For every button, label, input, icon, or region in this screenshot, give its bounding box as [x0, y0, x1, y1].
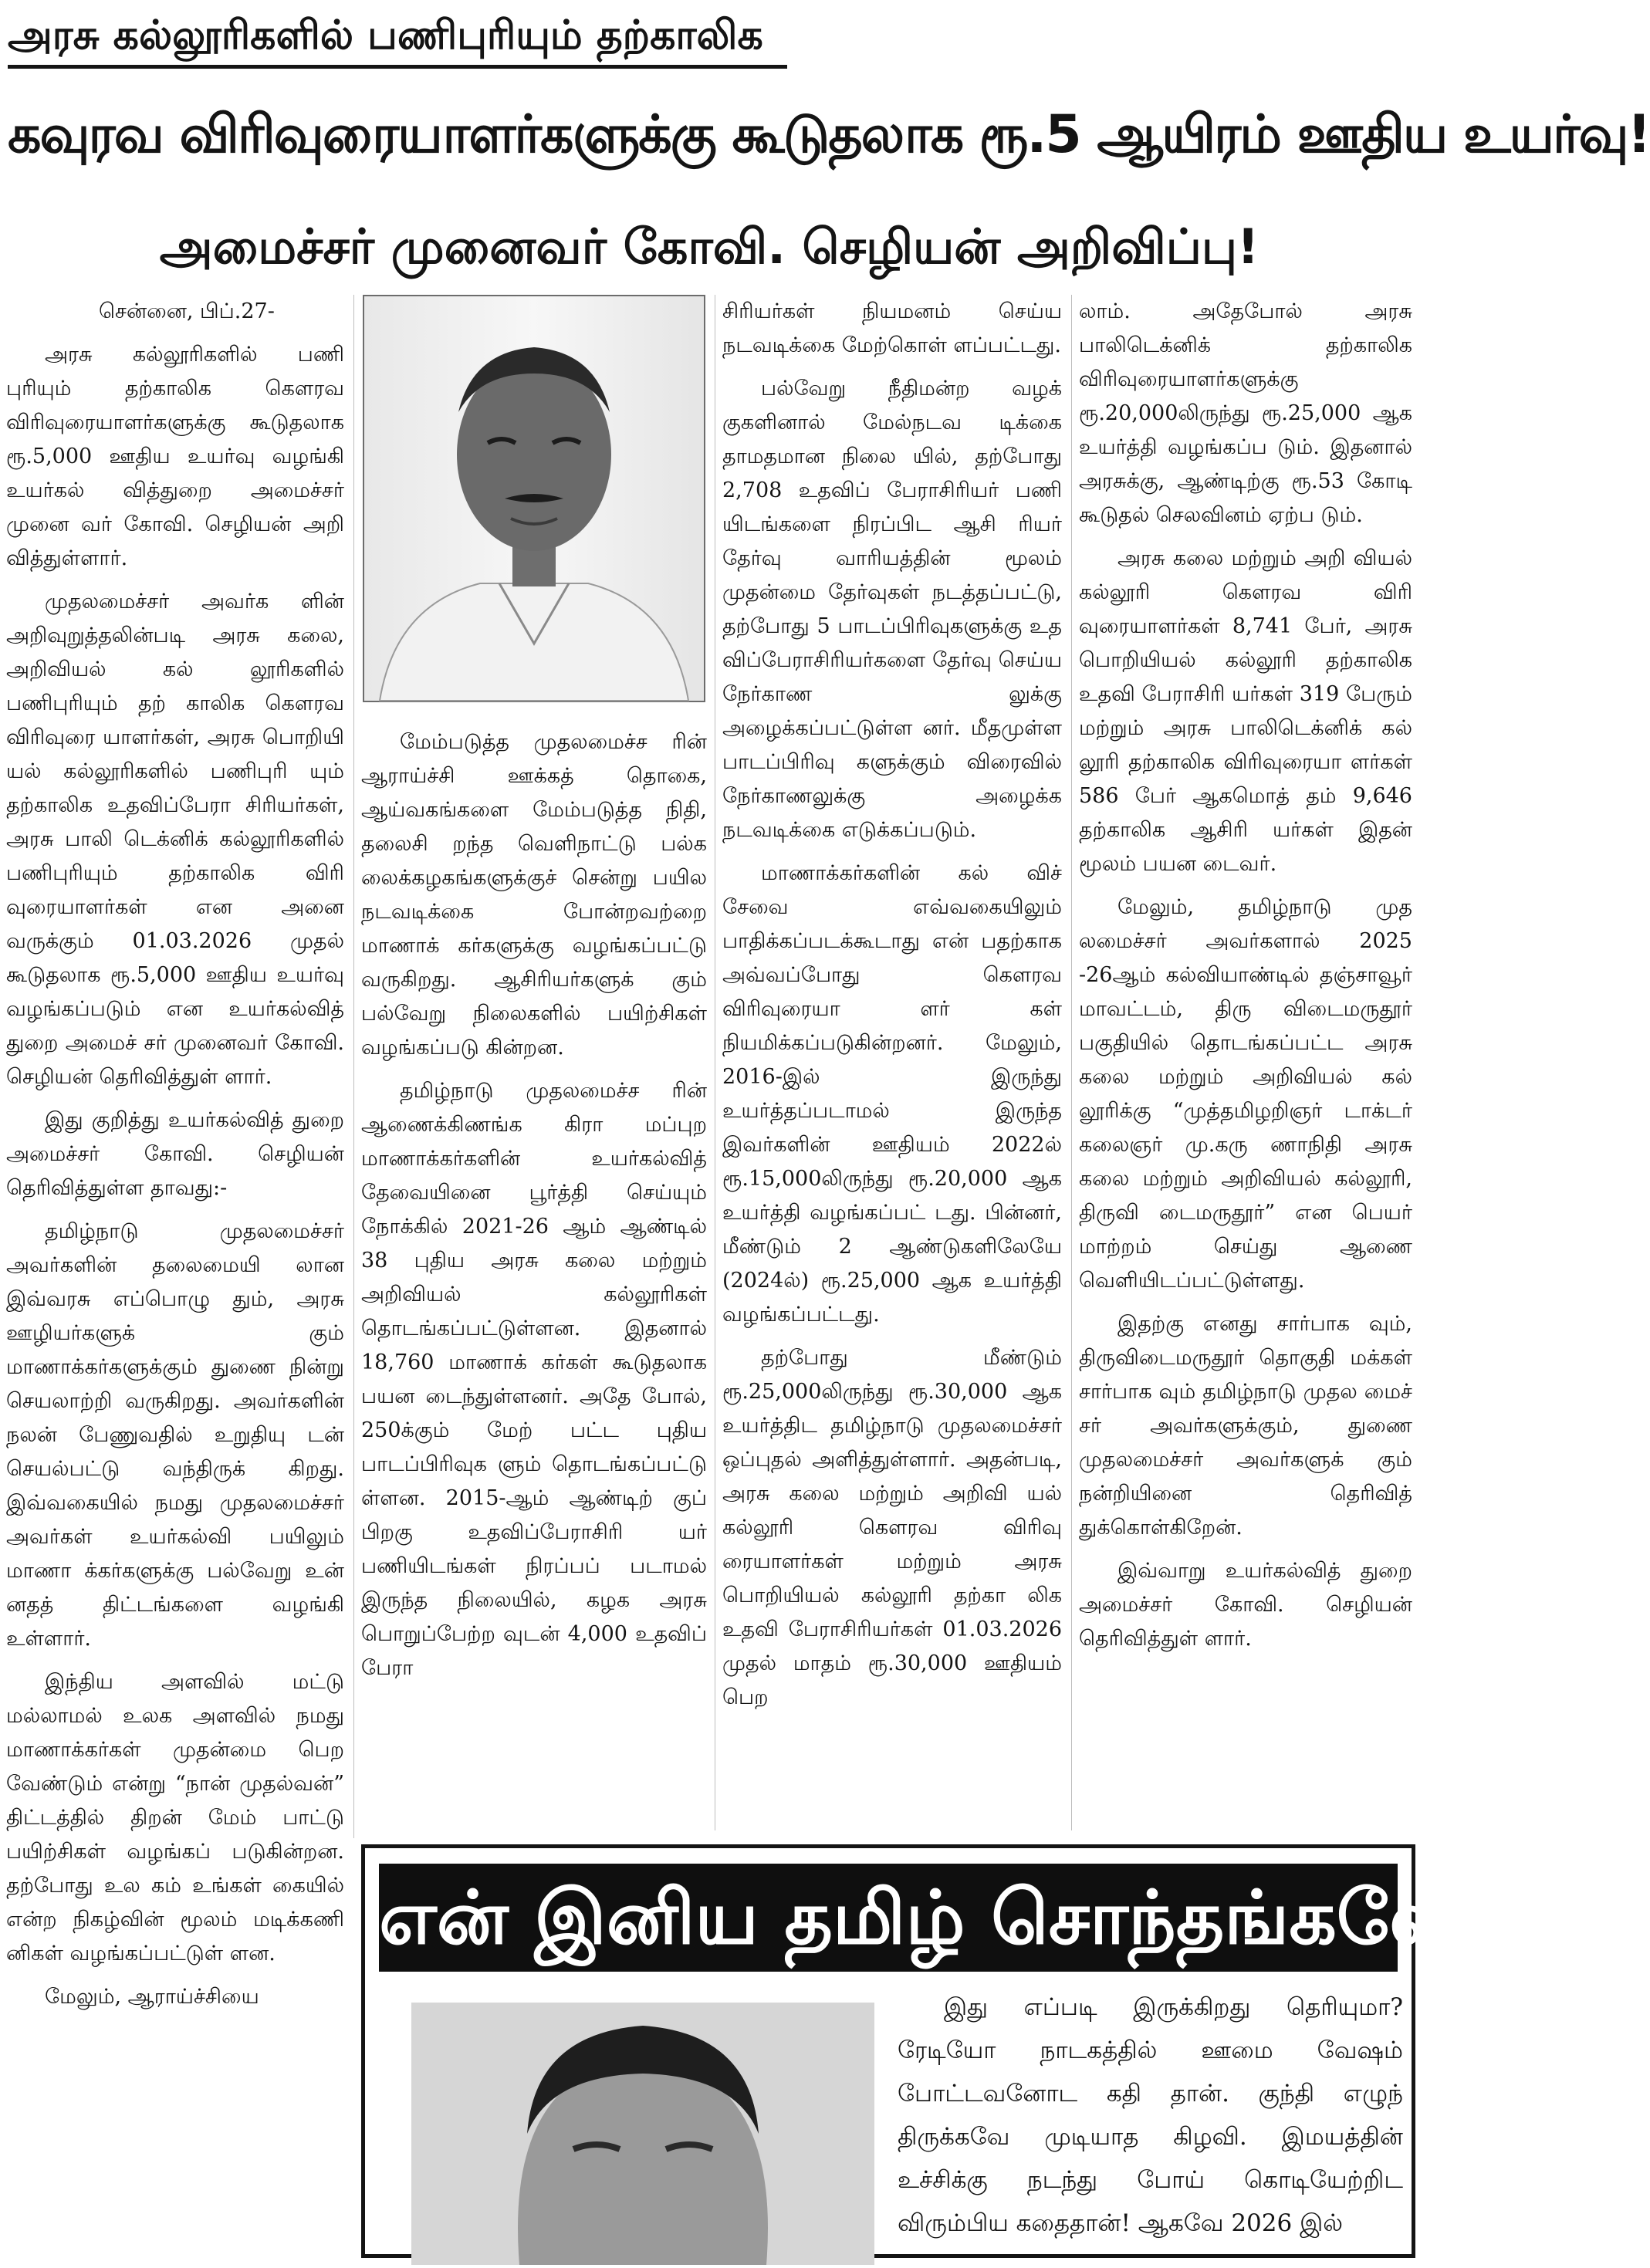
portrait-icon: [411, 2003, 874, 2265]
article-subhead: அமைச்சர் முனைவர் கோவி. செழியன் அறிவிப்பு!: [159, 218, 1259, 275]
column-divider: [1071, 295, 1072, 1830]
column-divider: [353, 295, 354, 1838]
paragraph: மேம்படுத்த முதலமைச்ச ரின் ஆராய்ச்சி ஊக்கத் தொகை, ஆய்வகங்களை மேம்படுத்த நிதி, தலைசி றந்த வெளிநாட்டு பல்க லைக்கழகங்களுக்குச் சென்று பயில நடவடிக்கை போன்றவற்றை மாணாக் கர்களுக்கு வழங்கப்பட்டு வருகிறது. ஆசிரியர்களுக் கும் பல்வேறு நிலைகளில் பயிற்சிகள் வழங்கப்படு கின்றன.: [361, 730, 707, 1060]
paragraph: இவ்வாறு உயர்கல்வித் துறை அமைச்சர் கோவி. செழியன் தெரிவித்துள் ளார்.: [1079, 1559, 1412, 1651]
ad-text: [898, 1986, 1403, 2263]
ad-photo: [411, 2003, 874, 2265]
paragraph: இது குறித்து உயர்கல்வித் துறை அமைச்சர் கோவி. செழியன் தெரிவித்துள்ள தாவது:-: [6, 1108, 344, 1200]
paragraph: மேலும், தமிழ்நாடு முத லமைச்சர் அவர்களால் 2025 -26ஆம் கல்வியாண்டில் தஞ்சாவூர் மாவட்டம், திரு விடைமருதூர் பகுதியில் தொடங்கப்பட்ட அரசு கலை மற்றும் அறிவியல் கல் லூரிக்கு “முத்தமிழறிஞர் டாக்டர் கலைஞர் மு.கரு ணாநிதி அரசு கலை மற்றும் அறிவியல் கல்லூரி, திருவி டைமருதூர்” என பெயர் மாற்றம் செய்து ஆணை வெளியிடப்பட்டுள்ளது.: [1079, 895, 1412, 1293]
paragraph: மாணாக்கர்களின் கல் விச் சேவை எவ்வகையிலும் பாதிக்கப்படக்கூடாது என் பதற்காக அவ்வப்போது கௌரவ விரிவுரையா ளர் கள் நியமிக்கப்படுகின்றனர். மேலும், 2016-இல் இருந்து உயர்த்தப்படாமல் இருந்த இவர்களின் ஊதியம் 2022ல் ரூ.15,000லிருந்து ரூ.20,000 ஆக உயர்த்தி வழங்கப்பட் டது. பின்னர், மீண்டும் 2 ஆண்டுகளிலேயே (2024ல்) ரூ.25,000 ஆக உயர்த்தி வழங்கப்பட்டது.: [722, 861, 1062, 1327]
article-kicker: அரசு கல்லூரிகளில் பணிபுரியும் தற்காலிக: [8, 6, 787, 69]
paragraph: தமிழ்நாடு முதலமைச்ச ரின் ஆணைக்கிணங்க கிரா மப்புற மாணாக்கர்களின் உயர்கல்வித் தேவையினை பூர்த்தி செய்யும் நோக்கில் 2021-26 ஆம் ஆண்டில் 38 புதிய அரசு கலை மற்றும் அறிவியல் கல்லூரிகள் தொடங்கப்பட்டுள்ளன. இதனால் 18,760 மாணாக் கர்கள் கூடுதலாக பயன டைந்துள்ளனர். அதே போல், 250க்கும் மேற் பட்ட புதிய பாடப்பிரிவுக ளும் தொடங்கப்பட்டு ள்ளன. 2015-ஆம் ஆண்டிற் குப் பிறகு உதவிப்பேராசிரி யர் பணியிடங்கள் நிரப்பப் படாமல் இருந்த நிலையில், கழக அரசு பொறுப்பேற்ற வுடன் 4,000 உதவிப் பேரா: [361, 1079, 707, 1680]
paragraph: இதற்கு எனது சார்பாக வும், திருவிடைமருதூர் தொகுதி மக்கள் சார்பாக வும் தமிழ்நாடு முதல மைச் சர் அவர்களுக்கும், துணை முதலமைச்சர் அவர்களுக் கும் நன்றியினை தெரிவித் துக்கொள்கிறேன்.: [1079, 1312, 1412, 1540]
ad-title: என் இனிய தமிழ் சொந்தங்களே!: [379, 1864, 1398, 1972]
paragraph: லாம். அதேபோல் அரசு பாலிடெக்னிக் தற்காலிக விரிவுரையாளர்களுக்கு ரூ.20,000லிருந்து ரூ.25,000 ஆக உயர்த்தி வழங்கப்ப டும். இதனால் அரசுக்கு, ஆண்டிற்கு ரூ.53 கோடி கூடுதல் செலவினம் ஏற்ப டும்.: [1079, 299, 1412, 527]
article-headline: கவுரவ விரிவுரையாளர்களுக்கு கூடுதலாக ரூ.5 ஆயிரம் ஊதிய உயர்வு!: [8, 104, 1650, 165]
paragraph: மேலும், ஆராய்ச்சியை: [45, 1985, 259, 2009]
article-column-4: [1079, 295, 1412, 1830]
paragraph: தற்போது மீண்டும் ரூ.25,000லிருந்து ரூ.30,000 ஆக உயர்த்திட தமிழ்நாடு முதலமைச்சர் ஒப்புதல் அளித்துள்ளார். அதன்படி, அரசு கலை மற்றும் அறிவி யல் கல்லூரி கௌரவ விரிவு ரையாளர்கள் மற்றும் அரசு பொறியியல் கல்லூரி தற்கா லிக உதவி பேராசிரியர்கள் 01.03.2026 முதல் மாதம் ரூ.30,000 ஊதியம் பெற: [722, 1346, 1062, 1709]
paragraph: பல்வேறு நீதிமன்ற வழக் குகளினால் மேல்நடவ டிக்கை தாமதமான நிலை யில், தற்போது 2,708 உதவிப் பேராசிரியர் பணி யிடங்களை நிரப்பிட ஆசி ரியர் தேர்வு வாரியத்தின் மூலம் முதன்மை தேர்வுகள் நடத்தப்பட்டு, தற்போது 5 பாடப்பிரிவுகளுக்கு உத விப்பேராசிரியர்களை தேர்வு செய்ய நேர்காண லுக்கு அழைக்கப்பட்டுள்ள னர். மீதமுள்ள பாடப்பிரிவு களுக்கும் விரைவில் நேர்காணலுக்கு அழைக்க நடவடிக்கை எடுக்கப்படும்.: [722, 377, 1062, 842]
minister-photo: [363, 295, 705, 702]
ad-paragraph: இது எப்படி இருக்கிறது தெரியுமா? ரேடியோ நாடகத்தில் ஊமை வேஷம் போட்டவனோட கதி தான். குந்தி எழுந் திருக்கவே முடியாத கிழவி. இமயத்தின் உச்சிக்கு நடந்து போய் கொடியேற்றிட விரும்பிய கதைதான்! ஆகவே 2026 இல்: [898, 1993, 1403, 2237]
paragraph: அரசு கல்லூரிகளில் பணி புரியும் தற்காலிக கௌரவ விரிவுரையாளர்களுக்கு கூடுதலாக ரூ.5,000 ஊதிய உயர்வு வழங்கி உயர்கல் வித்துறை அமைச்சர் முனை வர் கோவி. செழியன் அறி வித்துள்ளார்.: [6, 343, 344, 570]
advertisement-box: [361, 1844, 1490, 2258]
article-column-2: [361, 725, 707, 1680]
paragraph: இந்திய அளவில் மட்டு மல்லாமல் உலக அளவில் நமது மாணாக்கர்கள் முதன்மை பெற வேண்டும் என்று “நான் முதல்வன்” திட்டத்தில் திறன் மேம் பாட்டு பயிற்சிகள் வழங்கப் படுகின்றன. தற்போது உல கம் உங்கள் கையில் என்ற நிகழ்வின் மூலம் மடிக்கணி னிகள் வழங்கப்பட்டுள் ளன.: [6, 1670, 344, 1965]
article-column-3: [722, 295, 1062, 1830]
paragraph: சிரியர்கள் நியமனம் செய்ய நடவடிக்கை மேற்கொள் ளப்பட்டது.: [722, 299, 1062, 357]
dateline: சென்னை, பிப்.27-: [99, 299, 275, 323]
article-column-1: [6, 295, 344, 2247]
paragraph: அரசு கலை மற்றும் அறி வியல் கல்லூரி கௌரவ விரி வுரையாளர்கள் 8,741 பேர், அரசு பொறியியல் கல்லூரி தற்காலிக உதவி பேராசிரி யர்கள் 319 பேரும் மற்றும் அரசு பாலிடெக்னிக் கல் லூரி தற்காலிக விரிவுரையா ளர்கள் 586 பேர் ஆகமொத் தம் 9,646 தற்காலிக ஆசிரி யர்கள் இதன் மூலம் பயன டைவர்.: [1079, 546, 1412, 876]
paragraph: தமிழ்நாடு முதலமைச்சர் அவர்களின் தலைமையி லான இவ்வரசு எப்பொழு தும், அரசு ஊழியர்களுக் கும் மாணாக்கர்களுக்கும் துணை நின்று செயலாற்றி வருகிறது. அவர்களின் நலன் பேணுவதில் உறுதியு டன் செயல்பட்டு வந்திருக் கிறது. இவ்வகையில் நமது முதலமைச்சர் அவர்கள் உயர்கல்வி பயிலும் மாணா க்கர்களுக்கு பல்வேறு உன் னதத் திட்டங்களை வழங்கி உள்ளார்.: [6, 1219, 344, 1651]
paragraph: முதலமைச்சர் அவர்க ளின் அறிவுறுத்தலின்படி அரசு கலை, அறிவியல் கல் லூரிகளில் பணிபுரியும் தற் காலிக கௌரவ விரிவுரை யாளர்கள், அரசு பொறியி யல் கல்லூரிகளில் பணிபுரி யும் தற்காலிக உதவிப்பேரா சிரியர்கள், அரசு பாலி டெக்னிக் கல்லூரிகளில் பணிபுரியும் தற்காலிக விரி வுரையாளர்கள் என அனை வருக்கும் 01.03.2026 முதல் கூடுதலாக ரூ.5,000 ஊதிய உயர்வு வழங்கப்படும் என உயர்கல்வித் துறை அமைச் சர் முனைவர் கோவி. செழியன் தெரிவித்துள் ளார்.: [6, 590, 344, 1089]
portrait-icon: [364, 296, 704, 701]
